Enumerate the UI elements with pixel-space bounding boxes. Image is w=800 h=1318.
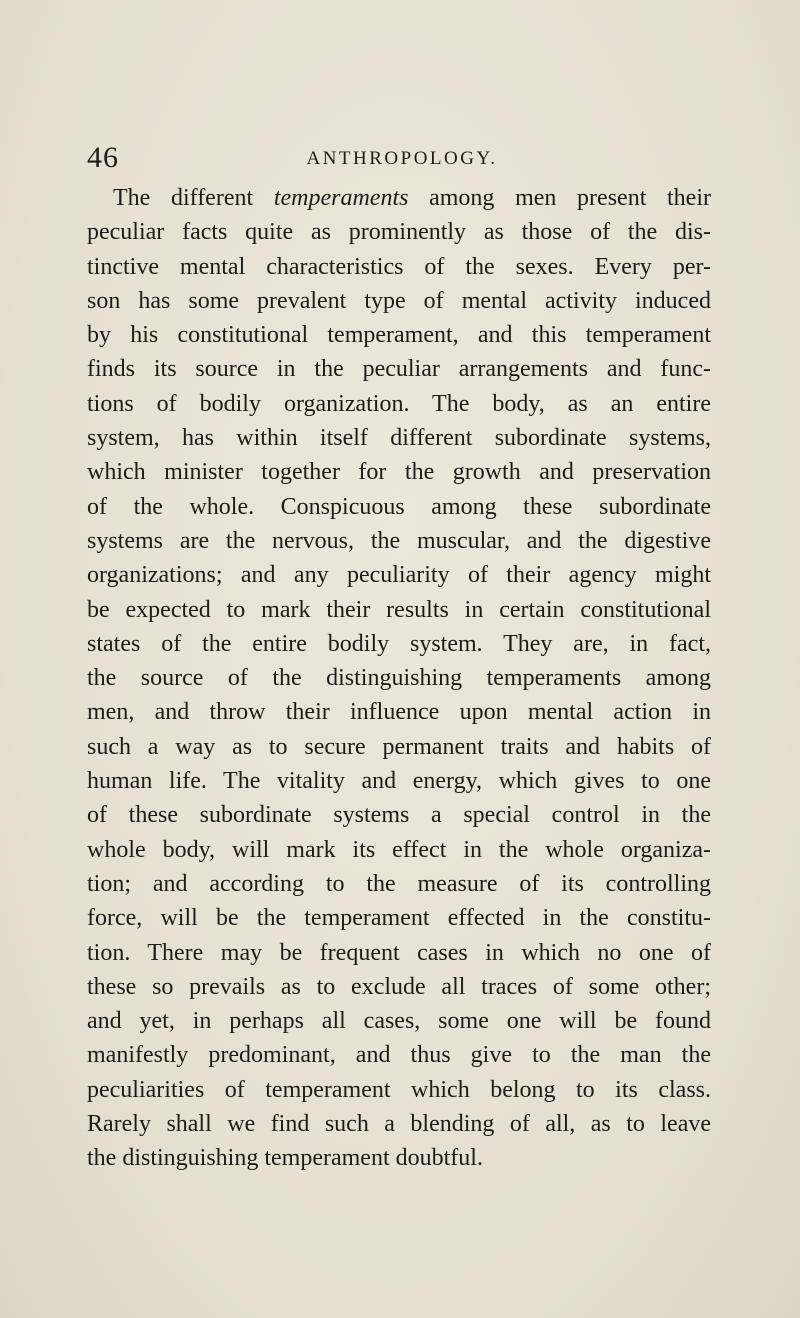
text-line: human life. The vitality and energy, which gives to one bbox=[87, 768, 711, 795]
text-line: organizations; and any peculiarity of their agency might bbox=[87, 562, 711, 589]
text-line: whole body, will mark its effect in the whole organiza- bbox=[87, 836, 711, 863]
page-header bbox=[87, 138, 717, 178]
text-line: system, has within itself different subordinate systems, bbox=[87, 425, 711, 452]
text-line: tion. There may be frequent cases in which no one of bbox=[87, 939, 711, 966]
text-line: manifestly predominant, and thus give to the man the bbox=[87, 1042, 711, 1069]
text-line: such a way as to secure permanent traits and habits of bbox=[87, 733, 711, 760]
text-line: peculiar facts quite as prominently as those of the dis- bbox=[87, 219, 711, 246]
running-title: ANTHROPOLOGY. bbox=[306, 148, 498, 169]
emphasized-word: temperaments bbox=[273, 185, 409, 211]
body-paragraph bbox=[87, 181, 711, 1201]
text-line: force, will be the temperament effected in the constitu- bbox=[87, 905, 711, 932]
text-line: finds its source in the peculiar arrangements and func- bbox=[87, 356, 711, 383]
text-line: The different temperaments among men present their bbox=[113, 185, 711, 211]
text-line: be expected to mark their results in certain constitutional bbox=[87, 596, 711, 623]
text-line: men, and throw their influence upon mental action in bbox=[87, 699, 711, 726]
text-line: the distinguishing temperament doubtful. bbox=[87, 1145, 483, 1172]
text-line: which minister together for the growth and preservation bbox=[87, 459, 711, 486]
text-line: tinctive mental characteristics of the sexes. Every per- bbox=[87, 253, 711, 280]
text-line: systems are the nervous, the muscular, and the digestive bbox=[87, 527, 711, 554]
text-line: son has some prevalent type of mental activity induced bbox=[87, 287, 711, 314]
text-line: the source of the distinguishing temperaments among bbox=[87, 665, 711, 692]
text-line: of these subordinate systems a special control in the bbox=[87, 802, 711, 829]
text-line: states of the entire bodily system. They are, in fact, bbox=[87, 630, 711, 657]
page-number: 46 bbox=[87, 141, 119, 174]
text-line: of the whole. Conspicuous among these subordinate bbox=[87, 493, 711, 520]
text-line: and yet, in perhaps all cases, some one will be found bbox=[87, 1008, 711, 1035]
text-line: tions of bodily organization. The body, as an entire bbox=[87, 390, 711, 417]
text-line: these so prevails as to exclude all traces of some other; bbox=[87, 973, 711, 1000]
text-line: tion; and according to the measure of its controlling bbox=[87, 870, 711, 897]
text-line: Rarely shall we find such a blending of all, as to leave bbox=[87, 1111, 711, 1138]
text-line: peculiarities of temperament which belong to its class. bbox=[87, 1076, 711, 1103]
text-line: by his constitutional temperament, and this temperament bbox=[87, 322, 711, 349]
